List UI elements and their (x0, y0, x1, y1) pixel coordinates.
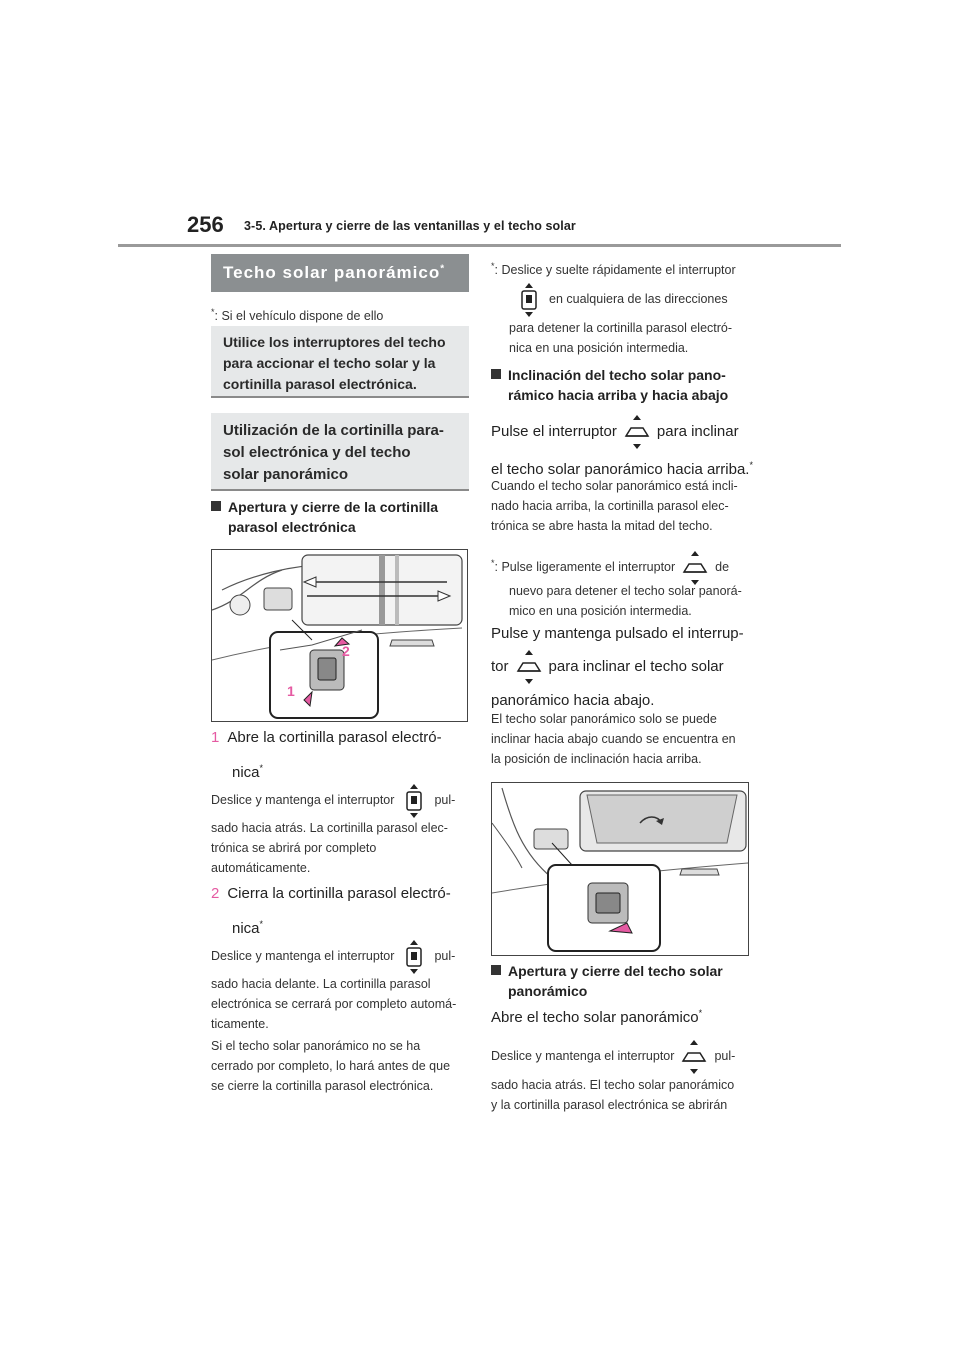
step-1: 1 Abre la cortinilla parasol electró- nica* (211, 729, 442, 781)
step-2-body: Deslice y mantenga el interruptor pul- sado hacia delante. La cortinilla parasol electrónica se cerrará por completo automá- ticamente. (211, 938, 469, 1034)
figure-shade-switch (211, 549, 468, 722)
open-roof-body: Deslice y mantenga el interruptor pul- sado hacia atrás. El techo solar panorámico y la cortinilla parasol electrónica se abrirán (491, 1037, 753, 1115)
open-roof-instruction: Abre el techo solar panorámico* (491, 1008, 703, 1026)
tilt-down-instruction: Pulse y mantenga pulsado el interrup- tor para inclinar el techo solar panorámico hacia abajo. (491, 625, 744, 709)
step-1-body: Deslice y mantenga el interruptor pul- sado hacia atrás. La cortinilla parasol elec- trónica se abrirá por completo automáticamente. (211, 782, 469, 878)
intro-line: cortinilla parasol electrónica. (223, 376, 417, 392)
section-title-band (211, 254, 469, 292)
tilt-switch-icon (623, 414, 651, 450)
heading-roof-open-close: Apertura y cierre del techo solar panorámico (491, 961, 766, 1001)
callout-2: 2 (342, 643, 350, 659)
tilt-switch-icon (680, 1039, 708, 1075)
header-rule (118, 244, 841, 247)
subsection-line: Utilización de la cortinilla para- (223, 422, 444, 439)
page-number: 256 (187, 212, 224, 237)
subsection-line: sol electrónica y del techo (223, 444, 411, 461)
tilt-up-body: Cuando el techo solar panorámico está incli- nado hacia arriba, la cortinilla parasol elec- trónica se abre hasta la mitad del techo. (491, 479, 738, 533)
tilt-switch-icon (515, 649, 543, 685)
slide-switch-icon (400, 939, 428, 975)
tilt-down-body: El techo solar panorámico solo se puede inclinar hacia abajo cuando se encuentra en la posición de inclinación hacia arriba. (491, 712, 736, 766)
subsection-band (211, 413, 469, 491)
slide-switch-icon (515, 282, 543, 318)
heading-shade-open-close: Apertura y cierre de la cortinilla parasol electrónica (211, 497, 478, 537)
subsection-line: solar panorámico (223, 466, 349, 483)
figure-tilt-switch (491, 782, 749, 956)
tilt-up-instruction: Pulse el interruptor para inclinar el techo solar panorámico hacia arriba.* (491, 414, 753, 485)
heading-tilt: Inclinación del techo solar pano- rámico hacia arriba y hacia abajo (491, 365, 766, 405)
callout-1: 1 (287, 683, 295, 699)
note-tilt-stop: *: Pulse ligeramente el interruptor de nuevo para detener el techo solar panorá- mico en una posición intermedia. (491, 545, 753, 621)
section-title-mark: * (440, 263, 446, 275)
note-shade-stop: *: Deslice y suelte rápidamente el interruptor en cualquiera de las direcciones para detener la cortinilla parasol electró- nica en una posición intermedia. (491, 261, 736, 356)
slide-switch-icon (400, 783, 428, 819)
intro-line: para accionar el techo solar y la (223, 355, 436, 371)
closing-note: Si el techo solar panorámico no se ha cerrado por completo, lo hará antes de que se cierre la cortinilla parasol electrónica. (211, 1039, 451, 1093)
section-title: Techo solar panorámico (223, 263, 441, 282)
step-2: 2 Cierra la cortinilla parasol electró- nica* (211, 885, 451, 937)
running-head: 3-5. Apertura y cierre de las ventanillas y el techo solar (244, 219, 576, 233)
intro-band (211, 326, 469, 398)
availability-footnote: *: Si el vehículo dispone de ello (211, 307, 384, 324)
intro-line: Utilice los interruptores del techo (223, 334, 446, 350)
